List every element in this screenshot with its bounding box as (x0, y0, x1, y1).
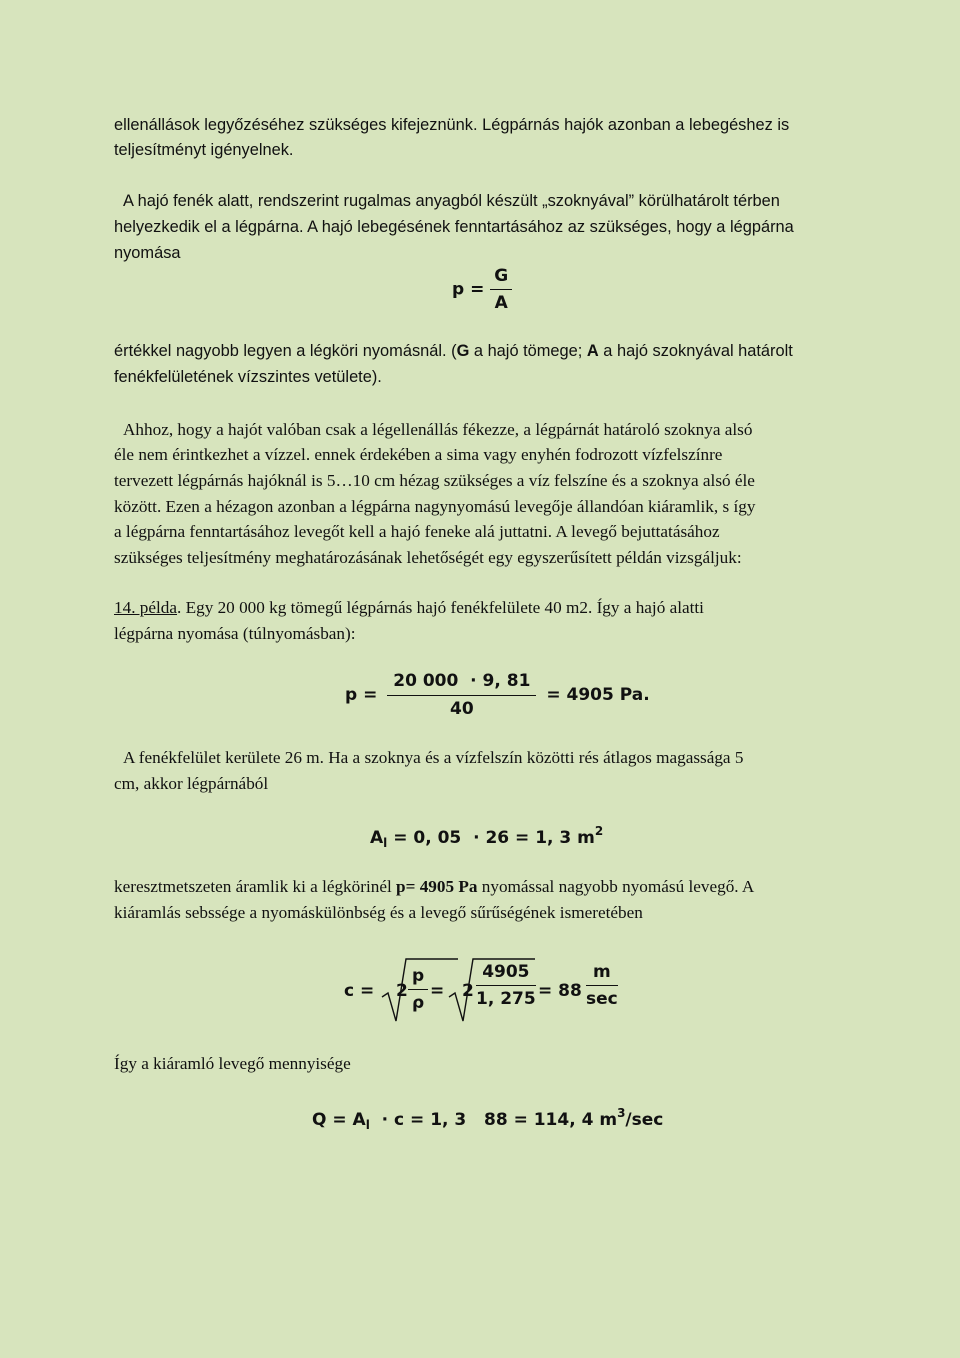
fraction (387, 671, 536, 719)
text-line: Ahhoz, hogy a hajót valóban csak a légellenállás fékezze, a légpárnát határoló szoknya alsó (123, 420, 753, 439)
unit-numerator: m (586, 962, 618, 986)
text-line: cm, akkor légpárnából (114, 774, 269, 793)
text-line: Így a kiáramló levegő mennyisége (114, 1054, 351, 1073)
eq-coefficient: 2 (396, 981, 408, 1001)
eq-rhs: = 4905 Pa. (546, 685, 650, 705)
eq-lhs: p = (345, 685, 378, 705)
eq-equals: = (430, 981, 445, 1001)
eq-lhs: p = (452, 279, 485, 300)
equation-pressure-definition (452, 266, 512, 313)
fraction-body (476, 962, 536, 1009)
eq-symbol: A (370, 828, 384, 848)
fraction-body (586, 962, 618, 1009)
fraction-denominator: ρ (412, 993, 425, 1013)
eq-subscript: l (365, 1118, 370, 1132)
eq-body: · c = 1, 3 88 = 114, 4 m (369, 1110, 618, 1130)
text-line (114, 877, 854, 897)
fraction (408, 966, 428, 1013)
text-line: szükséges teljesítmény meghatározásának lehetőségét egy egyszerűsített példán vizsgáljuk: (114, 548, 742, 567)
unit-fraction (586, 962, 618, 1009)
eq-body: = 0, 05 · 26 = 1, 3 m (387, 828, 595, 848)
equation-area (370, 824, 603, 850)
text-line (114, 342, 854, 361)
text-line: ellenállások legyőzéséhez szükséges kifejeznünk. Légpárnás hajók azonban a lebegéshez is (114, 116, 790, 134)
fraction-denominator: 1, 275 (476, 989, 536, 1009)
text-line: helyezkedik el a légpárna. A hajó lebegésének fenntartásához az szükséges, hogy a légpárna (114, 218, 794, 236)
text-line: éle nem érintkezhet a vízzel. ennek érdekében a sima vagy enyhén fodrozott vízfelszínre (114, 445, 723, 464)
eq-superscript: 2 (594, 824, 604, 838)
eq-lhs: c = (344, 981, 375, 1001)
eq-unit: /sec (625, 1110, 664, 1130)
fraction-numerator: G (490, 266, 512, 290)
text-bold: p= 4905 Pa (396, 877, 478, 896)
text-line (114, 598, 854, 618)
fraction-numerator: 4905 (476, 962, 536, 986)
unit-denominator: sec (586, 989, 618, 1009)
text-span: nyomással nagyobb nyomású levegő. A (477, 877, 755, 896)
fraction-denominator: 40 (450, 699, 474, 719)
text-line: között. Ezen a hézagon azonban a légpárna nagynyomású levegője állandóan kiáramlik, s így (114, 497, 756, 516)
fraction-body (408, 966, 428, 1013)
eq-result: = 88 (538, 981, 582, 1001)
text-line: légpárna nyomása (túlnyomásban): (114, 624, 356, 643)
text-span: . Egy 20 000 kg tömegű légpárnás hajó fenékfelülete 40 m2. Így a hajó alatti (177, 598, 704, 617)
eq-symbol: Q = A (312, 1110, 366, 1130)
text-span: a hajó szoknyával határolt (598, 342, 793, 360)
text-bold: A (586, 342, 599, 360)
eq-subscript: l (383, 836, 388, 850)
fraction (476, 962, 536, 1009)
example-label: 14. példa (114, 598, 178, 617)
fraction-denominator: A (494, 293, 508, 313)
text-span: értékkel nagyobb legyen a légköri nyomásnál. ( (114, 342, 457, 360)
text-line: A hajó fenék alatt, rendszerint rugalmas anyagból készült „szoknyával” körülhatárolt térben (123, 192, 780, 210)
text-line: fenékfelületének vízszintes vetülete). (114, 368, 382, 386)
text-span: a hajó tömege; (469, 342, 587, 360)
text-line: A fenékfelület kerülete 26 m. Ha a szoknya és a vízfelszín közötti rés átlagos magassága 5 (123, 748, 744, 767)
text-line: a légpárna fenntartásához levegőt kell a hajó feneke alá juttatni. A levegő bejuttatásához (114, 522, 720, 541)
text-line: nyomása (114, 244, 181, 262)
text-line: teljesítményt igényelnek. (114, 141, 294, 159)
eq-superscript: 3 (617, 1106, 626, 1120)
fraction-numerator: p (408, 966, 428, 990)
eq-coefficient: 2 (462, 981, 474, 1001)
fraction-numerator: 20 000 · 9, 81 (387, 671, 536, 696)
text-line: tervezett légpárnás hajóknál is 5…10 cm hézag szükséges a víz felszíne és a szoknya alsó éle (114, 471, 755, 490)
text-span: keresztmetszeten áramlik ki a légkörinél (114, 877, 397, 896)
text-line: kiáramlás sebssége a nyomáskülönbség és a levegő sűrűségének ismeretében (114, 903, 643, 922)
equation-pressure-example (345, 671, 650, 719)
equation-flow-rate (312, 1106, 663, 1132)
fraction (490, 266, 512, 313)
text-bold: G (456, 342, 470, 360)
